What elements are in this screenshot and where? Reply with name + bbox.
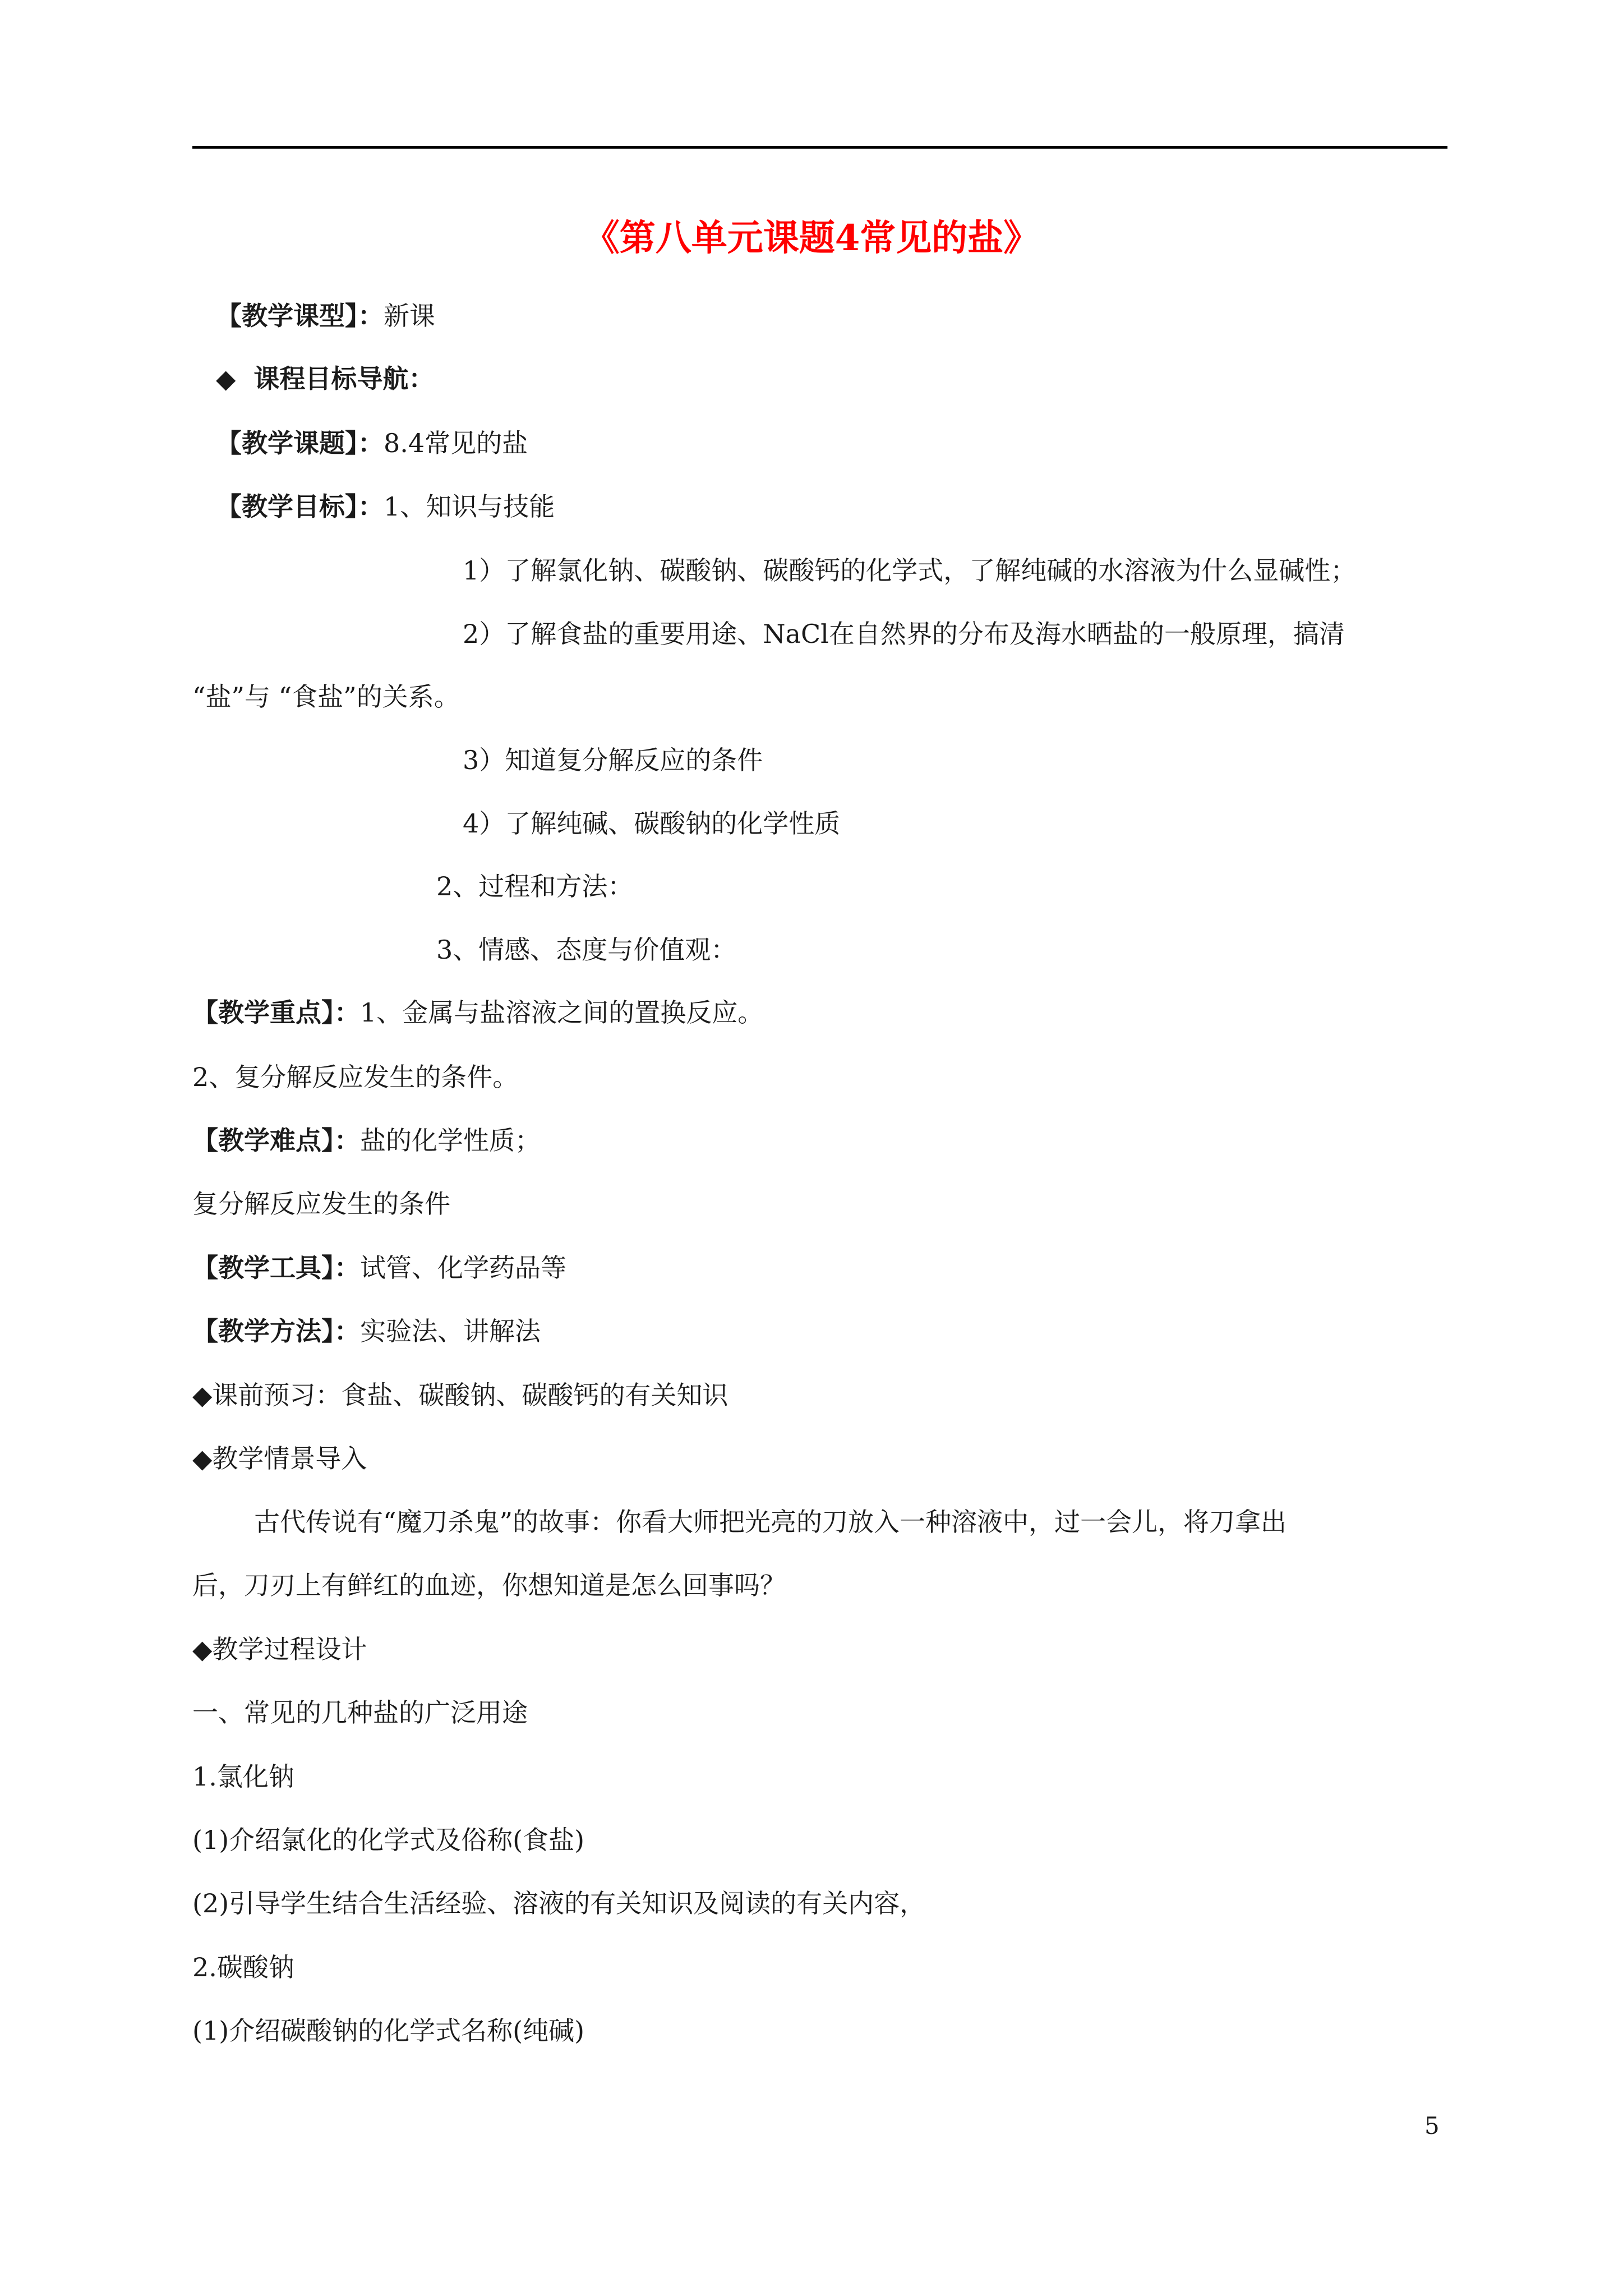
- goal-item: 4）了解纯碱、碳酸钠的化学性质: [463, 808, 841, 839]
- topic-value: 8.4常见的盐: [384, 428, 528, 458]
- process-heading: ◆教学过程设计: [192, 1634, 367, 1664]
- header-rule: [192, 146, 1447, 149]
- methods-label: 【教学方法】：: [192, 1316, 360, 1346]
- nav-heading: [216, 362, 434, 395]
- preview-line: ◆课前预习：食盐、碳酸钠、碳酸钙的有关知识: [192, 1380, 728, 1410]
- nav-heading-text: 课程目标导航：: [253, 364, 435, 394]
- na2co3-item: (1)介绍碳酸钠的化学式名称(纯碱): [192, 2016, 585, 2046]
- intro-paragraph-line: 古代传说有“魔刀杀鬼”的故事：你看大师把光亮的刀放入一种溶液中，过一会儿，将刀拿出: [254, 1507, 1287, 1537]
- nacl-item: (2)引导学生结合生活经验、溶液的有关知识及阅读的有关内容，: [192, 1888, 926, 1918]
- key-points-line: [192, 996, 763, 1029]
- goals-line: [216, 490, 555, 523]
- goal-item: 2）了解食盐的重要用途、NaCl在自然界的分布及海水晒盐的一般原理，搞清: [463, 619, 1345, 649]
- methods-value: 实验法、讲解法: [360, 1316, 541, 1346]
- intro-heading: ◆教学情景导入: [192, 1443, 367, 1474]
- lesson-type-line: [216, 299, 435, 333]
- difficulties-label: 【教学难点】：: [192, 1125, 360, 1156]
- topic-label: 【教学课题】：: [216, 428, 384, 458]
- intro-paragraph-line: 后，刀刃上有鲜红的血迹，你想知道是怎么回事吗？: [192, 1570, 786, 1600]
- nacl-item: (1)介绍氯化的化学式及俗称(食盐): [192, 1825, 585, 1855]
- goal-process: 2、过程和方法：: [436, 871, 634, 901]
- tools-line: [192, 1251, 566, 1285]
- key-points-item: 2、复分解反应发生的条件。: [192, 1062, 519, 1092]
- lesson-type-label: 【教学课型】：: [216, 301, 384, 331]
- difficulties-item: 盐的化学性质；: [360, 1125, 541, 1156]
- goal-item: 3）知道复分解反应的条件: [463, 745, 763, 775]
- tools-value: 试管、化学药品等: [360, 1253, 566, 1283]
- key-points-item: 1、金属与盐溶液之间的置换反应。: [360, 997, 764, 1028]
- key-points-label: 【教学重点】：: [192, 997, 360, 1028]
- goal-emotion: 3、情感、态度与价值观：: [436, 935, 737, 965]
- difficulties-item: 复分解反应发生的条件: [192, 1189, 450, 1219]
- goal-item: 1）了解氯化钠、碳酸钠、碳酸钙的化学式，了解纯碱的水溶液为什么显碱性；: [463, 555, 1357, 586]
- nacl-heading: 1.氯化钠: [192, 1761, 294, 1792]
- goals-first: 1、知识与技能: [384, 491, 555, 522]
- page-number: 5: [1424, 2112, 1440, 2139]
- topic-line: [216, 426, 528, 460]
- goal-item: “盐”与 “食盐”的关系。: [192, 682, 460, 712]
- section-heading: 一、常见的几种盐的广泛用途: [192, 1697, 528, 1728]
- document-title: 《第八单元课题4常见的盐》: [583, 217, 1040, 259]
- goals-label: 【教学目标】：: [216, 491, 384, 522]
- tools-label: 【教学工具】：: [192, 1253, 360, 1283]
- diamond-bullet-icon: ◆: [216, 364, 236, 394]
- lesson-type-value: 新课: [384, 301, 435, 331]
- na2co3-heading: 2.碳酸钠: [192, 1952, 294, 1982]
- methods-line: [192, 1314, 541, 1348]
- difficulties-line: [192, 1124, 541, 1157]
